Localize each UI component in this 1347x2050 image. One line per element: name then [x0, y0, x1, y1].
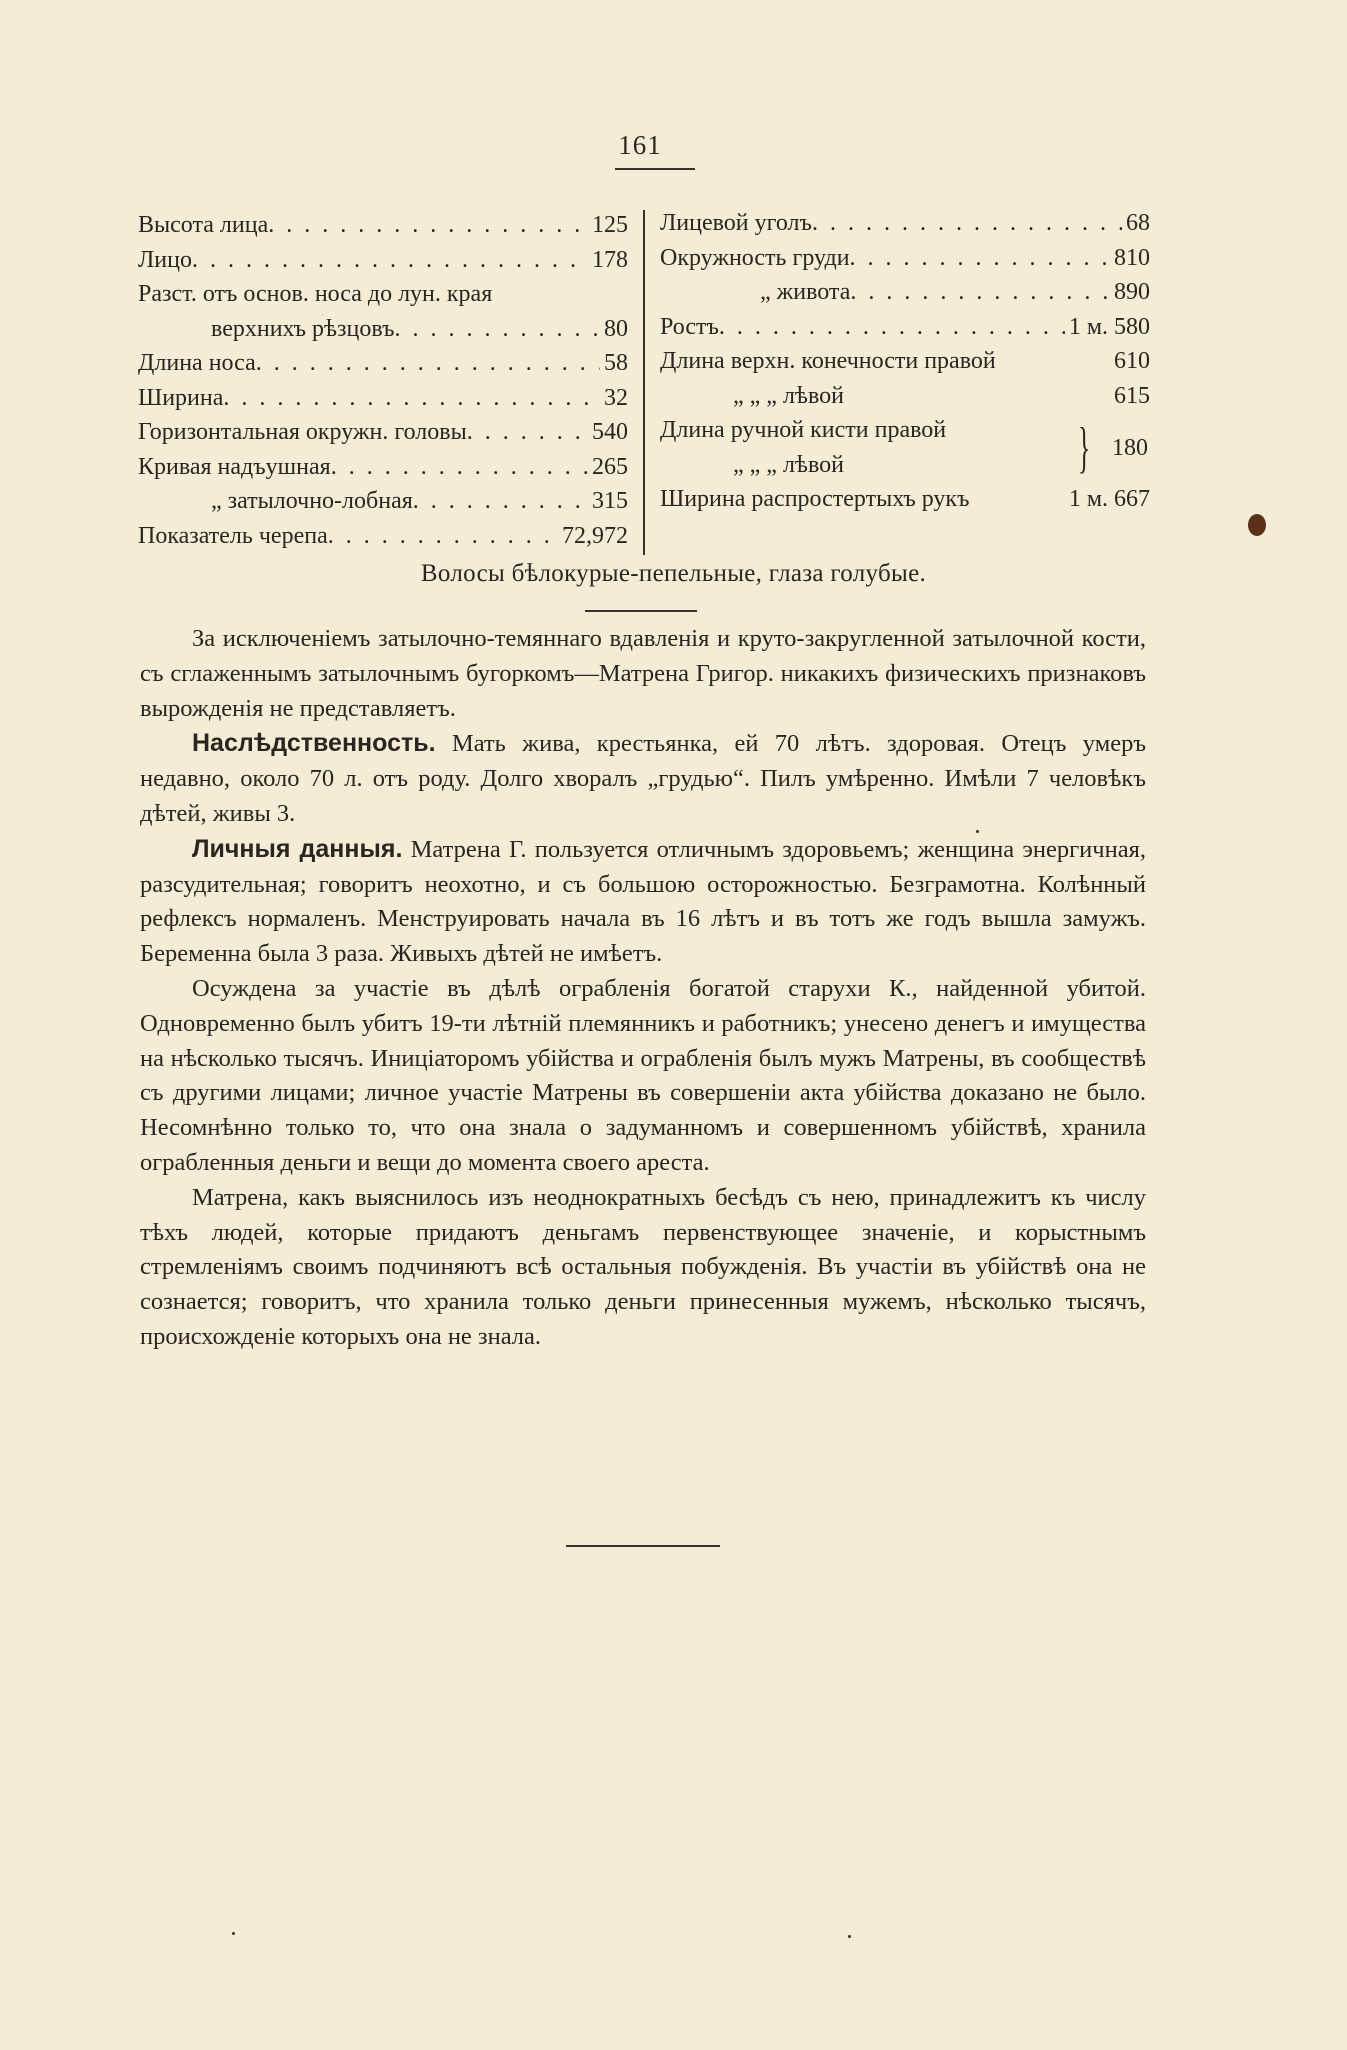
paragraph-heading: Наслѣдственность.: [192, 729, 436, 758]
measurement-value: 610: [1114, 348, 1150, 374]
measurement-label: Разст. отъ основ. носа до лун. края: [138, 281, 493, 307]
measurements-right: [660, 206, 1150, 517]
measurement-label: Показатель черепа: [138, 522, 328, 549]
measurement-label: Лицевой уголъ: [660, 210, 812, 236]
measurement-value: 80: [604, 315, 628, 342]
measurement-row: [660, 448, 1150, 483]
measurement-label: Окружность груди: [660, 244, 850, 271]
paragraph: За исключеніемъ затылочно-темяннаго вдавленія и круто-закругленной затылочной кости, съ сглаженнымъ затылочнымъ бугоркомъ—Матрена Григор. никакихъ физическихъ признаковъ вырожденія не представляетъ.: [140, 625, 1146, 722]
measurement-row: [660, 275, 1150, 310]
hair-eyes-line: Волосы бѣлокурые-пепельные, глаза голубые.: [420, 560, 927, 587]
measurement-row: [138, 277, 628, 312]
measurement-label: Ростъ: [660, 313, 719, 340]
column-divider: [643, 210, 645, 555]
measurement-row: [660, 241, 1150, 276]
measurement-value: 1 м. 667: [1068, 486, 1150, 512]
paper-speck: [848, 1935, 851, 1938]
measurement-row: [138, 208, 628, 243]
measurements-left: [138, 208, 628, 553]
measurement-row: [138, 415, 628, 450]
measurement-value: 315: [592, 488, 628, 514]
paper-speck: [976, 830, 979, 833]
measurement-label: Длина носа: [138, 350, 256, 376]
measurement-value: 810: [1114, 244, 1150, 271]
end-rule: [566, 1545, 720, 1547]
paragraph-body: Мать жива, крестьянка, ей 70 лѣтъ. здоровая. Отецъ умеръ недавно, около 70 л. отъ роду. Долго хворалъ „грудью“. Пилъ умѣренно. Имѣли 7 человѣкъ дѣтей, живы 3.: [140, 730, 1147, 827]
measurement-value: 178: [592, 246, 628, 273]
page-number: 161: [618, 130, 662, 160]
paragraph: Осуждена за участіе въ дѣлѣ ограбленія богатой старухи К., найденной убитой. Одновременно былъ убитъ 19-ти лѣтній племянникъ и работникъ; унесено денегъ и имущества на нѣсколько тысячъ. Иниціаторомъ убійства и ограбленія былъ мужъ Матрены, въ сообществѣ съ другими лицами; личное участіе Матрены въ совершеніи акта убійства доказано не было. Несомнѣнно только то, что она знала о задуманномъ и совершенномъ убійствѣ, хранила ограбленныя деньги и вещи до момента своего ареста.: [140, 974, 1146, 1176]
section-rule: [585, 610, 697, 612]
measurement-row: [138, 450, 628, 485]
measurement-row: [138, 346, 628, 381]
measurement-label: Лицо: [138, 246, 192, 273]
paragraph: [140, 726, 1146, 831]
hand-length-group: [660, 413, 1150, 482]
measurement-label: Длина верхн. конечности правой: [660, 348, 996, 374]
measurement-value: 32: [604, 384, 628, 411]
measurement-label: Ширина распростертыхъ рукъ: [660, 486, 970, 512]
measurement-value: 1 м. 580: [1068, 313, 1150, 340]
measurement-value: 540: [592, 419, 628, 445]
right-brace-icon: }: [1078, 417, 1091, 479]
measurement-row: [660, 482, 1150, 517]
measurement-value: 890: [1114, 279, 1150, 305]
measurement-label: „ затылочно-лобная: [211, 488, 413, 514]
measurement-row: [138, 519, 628, 554]
measurement-value: 68: [1126, 210, 1150, 236]
body-text: [140, 622, 1146, 1355]
hand-length-value: 180: [1112, 435, 1148, 461]
measurement-value: 265: [592, 453, 628, 480]
measurement-row: [660, 379, 1150, 414]
measurement-label: „ живота: [760, 279, 851, 305]
measurement-row: [660, 413, 1150, 448]
measurement-value: 615: [1114, 382, 1150, 409]
ink-stain: [1248, 514, 1266, 536]
paragraph-heading: Личныя данныя.: [192, 834, 403, 863]
measurement-row: [660, 344, 1150, 379]
paragraph: Матрена, какъ выяснилось изъ неоднократныхъ бесѣдъ съ нею, принадлежитъ къ числу тѣхъ людей, которые придаютъ деньгамъ первенствующее значеніе, и корыстнымъ стремленіямъ своимъ подчиняютъ всѣ остальныя побужденія. Въ участіи въ убійствѣ она не сознается; говоритъ, что хранила только деньги принесенныя мужемъ, нѣсколько тысячъ, происхожденіе которыхъ она не знала.: [140, 1183, 1146, 1350]
paragraph: [140, 832, 1146, 972]
measurement-value: 72,972: [562, 522, 628, 549]
measurement-row: [660, 310, 1150, 345]
measurement-row: [138, 381, 628, 416]
measurement-row: [138, 243, 628, 278]
measurement-label: Горизонтальная окружн. головы: [138, 419, 467, 445]
paragraph-body: Матрена Г. пользуется отличнымъ здоровьемъ; женщина энергичная, разсудительная; говоритъ неохотно, и съ большою осторожностью. Безграмотна. Колѣнный рефлексъ нормаленъ. Менструировать начала въ 16 лѣтъ и въ тотъ же годъ вышла замужъ. Беременна была 3 раза. Живыхъ дѣтей не имѣетъ.: [140, 835, 1146, 968]
measurement-label: Высота лица: [138, 212, 269, 238]
measurement-value: 125: [592, 212, 628, 238]
measurement-row: [138, 484, 628, 519]
measurement-value: 58: [604, 350, 628, 376]
measurement-label: Ширина: [138, 384, 224, 411]
measurement-row: [138, 312, 628, 347]
measurement-label: Кривая надъушная: [138, 453, 331, 480]
measurement-label: „ „ „ лѣвой: [733, 382, 844, 409]
paper-speck: [232, 1932, 235, 1935]
measurement-label: верхнихъ рѣзцовъ: [211, 315, 395, 342]
measurement-row: [660, 206, 1150, 241]
page-number-rule: [615, 168, 695, 170]
measurement-label: Длина ручной кисти правой: [660, 417, 947, 443]
measurement-label: „ „ „ лѣвой: [733, 451, 844, 478]
